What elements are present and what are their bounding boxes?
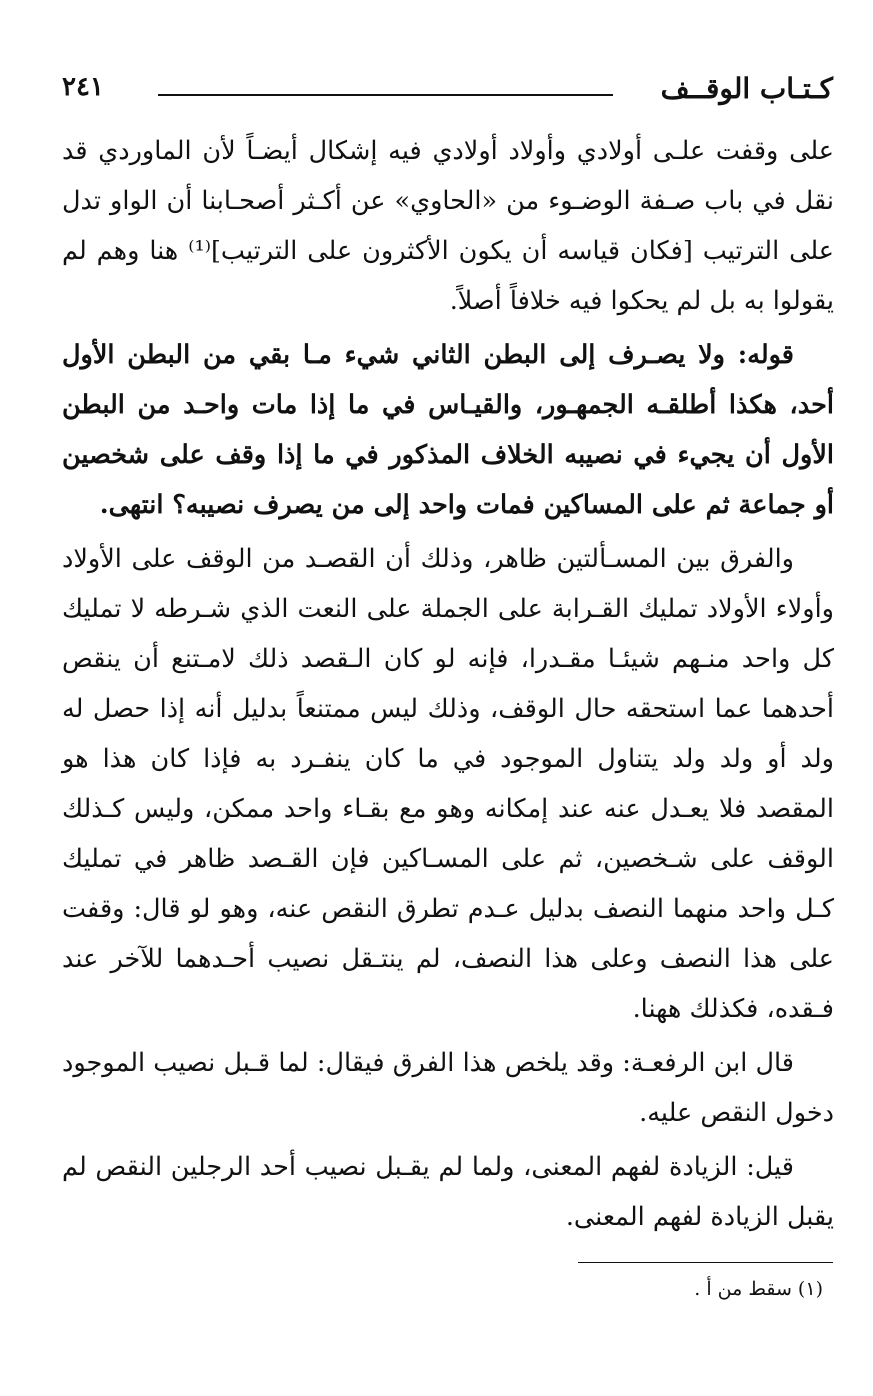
paragraph-3: والفرق بين المسـألتين ظاهر، وذلك أن القصـد من الوقف على الأولاد وأولاء الأولاد تمليك القـرابة على الجملة على النعت الذي شـرطه لا تمليك كل واحد منـهم شيئـا مقـدرا، فإنه لو كان الـقصد ذلك لامـتنع أن ينقص أحدهما عما استحقه حال الوقف، وذلك ليس ممتنعاً بدليل أنه إذا حصل له ولد أو ولد ولد يتناول الموجود في ما كان ينفـرد به فإذا كان هذا هو المقصد فلا يعـدل عنه عند إمكانه وهو مع بقـاء واحد ممكن، وليس كـذلك الوقف على شـخصين، ثم على المسـاكين فإن القـصد ظاهر في تمليك كـل واحد منهما النصف بدليل عـدم تطرق النقص عنه، وهو لو قال: وقفت على هذا النصف وعلى هذا النصف، لم ينتـقل نصيب أحـدهما للآخر عند فـقده، فكذلك ههنا. [62, 544, 834, 1024]
main-text [62, 126, 834, 1246]
paragraph-4: قال ابن الرفعـة: وقد يلخص هذا الفرق فيقال: لما قـبل نصيب الموجود دخول النقص عليه. [62, 1048, 834, 1128]
paragraph-1: على وقفت علـى أولادي وأولاد أولادي فيه إشكال أيضـاً لأن الماوردي قد نقل في باب صـفة الوضـوء من «الحاوي» عن أكـثر أصحـابنا أن الواو تدل على الترتيب [فكان قياسه أن يكون الأكثرون على الترتيب]⁽¹⁾ هنا وهم لم يقولوا به بل لم يحكوا فيه خلافاً أصلاً. [62, 136, 835, 316]
footnote-rule [578, 1262, 833, 1263]
paragraph-5: قيل: الزيادة لفهم المعنى، ولما لم يقـبل نصيب أحد الرجلين النقص لم يقبل الزيادة لفهم المعنى. [62, 1152, 834, 1232]
quoted-paragraph: قوله: ولا يصـرف إلى البطن الثاني شيء مـا بقي من البطن الأول أحد، هكذا أطلقـه الجمهـور، والقيـاس في ما إذا مات واحـد من البطن الأول أن يجيء في نصيبه الخلاف المذكور في ما إذا وقف على شخصين أو جماعة ثم على المساكين فمات واحد إلى من يصرف نصيبه؟ انتهى. [62, 340, 834, 520]
book-title: كـتـاب الوقــف [660, 72, 833, 105]
footnote: (١) سقط من أ . [694, 1278, 823, 1300]
header-rule [158, 94, 613, 96]
page-header [62, 72, 833, 116]
page-number: ٢٤١ [62, 72, 104, 102]
